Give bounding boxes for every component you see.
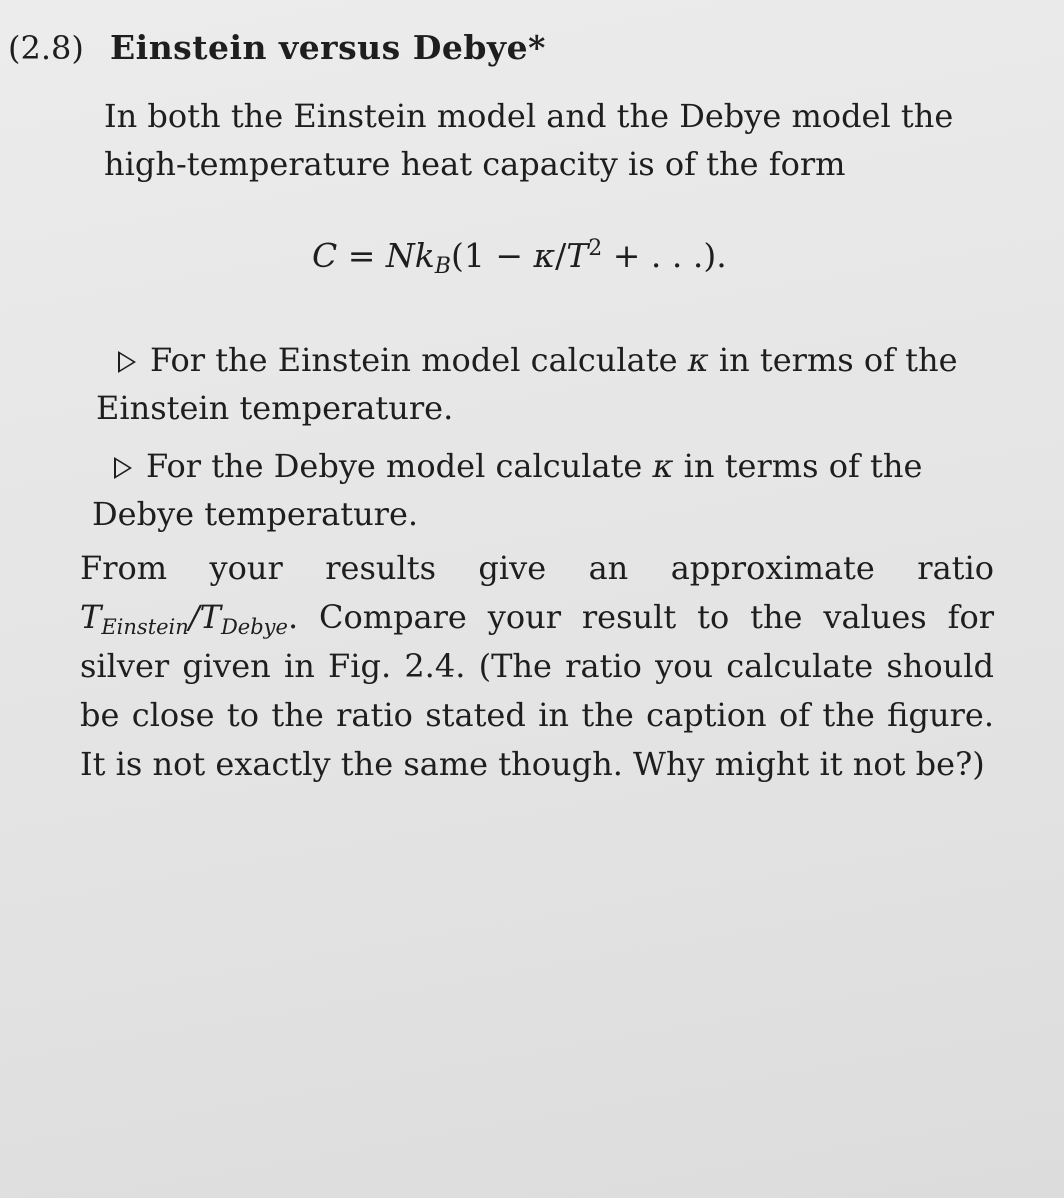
- bullet-debye-before: For the Debye model calculate: [146, 447, 653, 485]
- eq-open: (1 −: [450, 236, 534, 275]
- bullet-einstein: [96, 336, 1006, 432]
- eq-rest: + . . .).: [602, 236, 727, 275]
- closing-t-debye-sub: Debye: [220, 615, 288, 639]
- eq-slash: /: [555, 236, 567, 275]
- heat-capacity-equation: [312, 232, 727, 280]
- problem-title: Einstein versus Debye*: [110, 28, 546, 67]
- eq-lhs: C: [312, 236, 338, 275]
- bullet-debye-kappa: κ: [652, 447, 674, 485]
- eq-t: T: [566, 236, 589, 275]
- bullet-einstein-before: For the Einstein model calculate: [150, 341, 688, 379]
- closing-slash: /: [188, 598, 200, 636]
- eq-k-sub: B: [434, 254, 451, 279]
- closing-paragraph: [80, 544, 994, 789]
- triangle-bullet-icon: [118, 351, 136, 373]
- eq-n: N: [385, 236, 415, 275]
- bullet-einstein-after: in terms of the Einstein temperature.: [96, 341, 958, 427]
- bullet-einstein-kappa: κ: [687, 341, 709, 379]
- closing-t-einstein-sub: Einstein: [101, 615, 189, 639]
- closing-t-einstein: T: [80, 598, 102, 636]
- bullet-debye: [92, 442, 1002, 538]
- problem-number: (2.8): [8, 29, 84, 67]
- closing-t-debye: T: [199, 598, 221, 636]
- eq-k: k: [414, 236, 435, 275]
- eq-kappa: κ: [533, 236, 556, 275]
- eq-equals: =: [347, 236, 376, 275]
- closing-lead: From your results give an approximate ratio: [80, 549, 994, 587]
- bullet-debye-after: in terms of the Debye temperature.: [92, 447, 923, 533]
- intro-paragraph: In both the Einstein model and the Debye model the high-temperature heat capacity is of the form: [104, 97, 954, 183]
- triangle-bullet-icon: [114, 457, 132, 479]
- closing-tail: . Compare your result to the values for silver given in Fig. 2.4. (The ratio you calculate should be close to the ratio stated in the caption of the figure. It is not exactly the same though. Why might it not be?): [80, 598, 994, 783]
- eq-t-sup: 2: [588, 236, 603, 261]
